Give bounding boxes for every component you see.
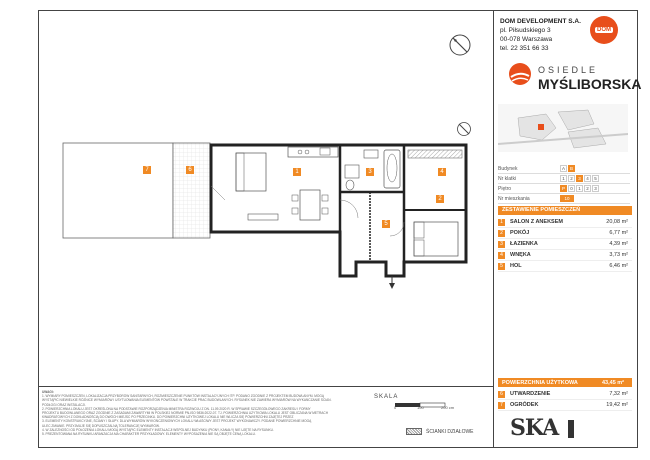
wardrobe-niche xyxy=(408,150,462,158)
walls-legend-swatch xyxy=(406,428,422,435)
project-logo-icon xyxy=(508,62,532,86)
scale-bar xyxy=(395,397,455,415)
walls-legend-label: ŚCIANKI DZIAŁOWE xyxy=(426,428,474,435)
developer-city: 00-078 Warszawa xyxy=(500,36,553,43)
north-arrow-icon-small xyxy=(456,121,472,137)
note-line: 4. W ZALEŻNOŚCI OD POŁOŻENIA LOKALU MOGĄ WYSTĄPIĆ ELEMENTY INSTALACJI WSPÓLNEJ BUDYNKU (PIONY, KANAŁY) NIE UJĘTE NA RYSUNKU. xyxy=(42,427,274,432)
note-line: 5. PREZENTOWANA NA RYSUNKU ARANŻACJA MA CHARAKTER PRZYKŁADOWY. ELEMENTY WYPOSAŻENIA NIE SĄ OBJĘTE CENĄ LOKALU. xyxy=(42,432,256,437)
note-line: 2. POWIERZCHNIA LOKALU JEST OKREŚLONA NA PODSTAWIE ROZPORZĄDZENIA MINISTRA ROZWOJU Z DN. 11.09.2020 R. W SPRAWIE SZCZEGÓŁOWEGO ZAKRESU I FORMY xyxy=(42,406,311,411)
info-row-floor: Piętro P 0 1 2 3 xyxy=(498,184,630,194)
architect-logo-mark xyxy=(568,420,574,438)
info-row-building: Budynek A B xyxy=(498,164,630,174)
plan-label-7: 7 xyxy=(143,166,151,174)
kitchen-counter xyxy=(288,147,338,157)
note-line: WYSTĄPIĆ NIEWIELKIE RÓŻNICE WYMIARÓW I USYTUOWANIA ELEMENTÓW POWSTAŁE W TRAKCIE PRAC BUDOWLANYCH. RYSUNEK NIE ZAWIERA WYMIARÓW NA WYKAŃCZANIE ŚCIAN. xyxy=(42,398,332,403)
outdoor-areas-table xyxy=(498,389,632,411)
washing-machine xyxy=(345,165,359,178)
terrace-area xyxy=(173,143,210,238)
room-row: 1 SALON Z ANEKSEM 20,08 m² xyxy=(498,217,632,228)
scale-label: SKALA xyxy=(374,394,399,400)
north-arrow-icon xyxy=(448,33,472,57)
architect-logo: SKA xyxy=(510,415,559,441)
bed xyxy=(414,222,458,256)
plan-label-1: 1 xyxy=(293,168,301,176)
dining-table xyxy=(300,190,320,220)
scale-tick-100: 100 xyxy=(417,405,424,410)
note-line: 3. ELEMENTY KONSTRUKCYJNE, ŚCIANY I SŁUPY. DLA WYMIARÓW WYKOŃCZENIOWYCH LOKALU WŁAŚCIWY JEST PROJEKT WYKONAWCZY. PODANE POWIERZCHNIE MOGĄ xyxy=(42,419,312,424)
note-line: 1. WYMIARY POMIESZCZEŃ, LOKALIZACJA PRZYBORÓW SANITARNYCH, ROZMIESZCZENIE PUNKTÓW INSTALACYJNYCH ITP. PODANO ZGODNIE Z PROJEKTEM BUDOWLANYM. MOGĄ xyxy=(42,394,325,399)
site-map xyxy=(498,104,628,152)
outdoor-row: 6 UTWARDZENIE 7,32 m² xyxy=(498,389,632,400)
notes-title: UWAGI: xyxy=(42,390,54,394)
plan-label-3: 3 xyxy=(366,168,374,176)
outdoor-row: 7 OGRÓDEK 19,42 m² xyxy=(498,400,632,411)
garden-area xyxy=(63,143,173,238)
developer-name: DOM DEVELOPMENT S.A. xyxy=(500,18,581,25)
plan-label-2: 2 xyxy=(436,195,444,203)
bathtub xyxy=(384,150,400,188)
apartment-info xyxy=(498,164,630,204)
plan-label-6: 6 xyxy=(186,166,194,174)
notes-block xyxy=(42,390,366,436)
tv-unit xyxy=(248,214,278,220)
project-logo-subtitle: OSIEDLE xyxy=(538,65,599,75)
scale-tick-200: 200 cm xyxy=(441,405,455,410)
scale-tick-0: 0 xyxy=(394,405,397,410)
room-row: 5 HOL 6,46 m² xyxy=(498,261,632,272)
project-logo-title: MYŚLIBORSKA xyxy=(538,76,642,92)
developer-logo: DOM xyxy=(590,16,618,44)
rooms-table-title: ZESTAWIENIE POMIESZCZEŃ xyxy=(498,206,632,215)
note-line: PROJEKTU BUDOWLANEGO ORAZ ZGODNIE Z ZASADAMI ZAWARTYMI W POLSKIEJ NORMIE PN-ISO 9836:2022-07. TJ. POWIERZCHNIA UŻYTKOWA LOKALU JEST OBLICZANA W METRACH xyxy=(42,411,329,416)
plan-label-5: 5 xyxy=(382,220,390,228)
note-line: KWADRATOWYCH Z DOKŁADNOŚCIĄ DO DWÓCH MIEJSC PO PRZECINKU. DO POWIERZCHNI UŻYTKOWEJ LOKALU NIE WLICZA SIĘ POWIERZCHNI ZAJĘTEJ PRZEZ xyxy=(42,415,294,420)
room-row: 3 ŁAZIENKA 4,39 m² xyxy=(498,239,632,250)
developer-contact xyxy=(500,17,581,53)
developer-street: pl. Piłsudskiego 3 xyxy=(500,27,551,34)
note-line: PODŁOGI ORAZ INSTALACJI. xyxy=(42,402,86,407)
bathroom-sink xyxy=(364,150,378,158)
note-line: ULEC ZMIANIE. PRZYJMUJE SIĘ DOPUSZCZALNĄ TOLERANCJĘ WYMIARÓW. xyxy=(42,423,160,428)
room-row: 2 POKÓJ 6,77 m² xyxy=(498,228,632,239)
usable-area-bar xyxy=(498,378,632,387)
room-row: 4 WNĘKA 3,73 m² xyxy=(498,250,632,261)
rooms-table xyxy=(498,217,632,272)
plan-label-4: 4 xyxy=(438,168,446,176)
sofa xyxy=(236,153,266,191)
info-row-staircase: Nr klatki 1 2 3 4 5 xyxy=(498,174,630,184)
info-row-apartment: Nr mieszkania 10 xyxy=(498,194,630,204)
developer-phone: tel. 22 351 66 33 xyxy=(500,45,549,52)
usable-area-label: POWIERZCHNIA UŻYTKOWA xyxy=(502,379,578,386)
walls-legend xyxy=(406,428,474,435)
usable-area-value: 43,45 m² xyxy=(601,379,624,386)
